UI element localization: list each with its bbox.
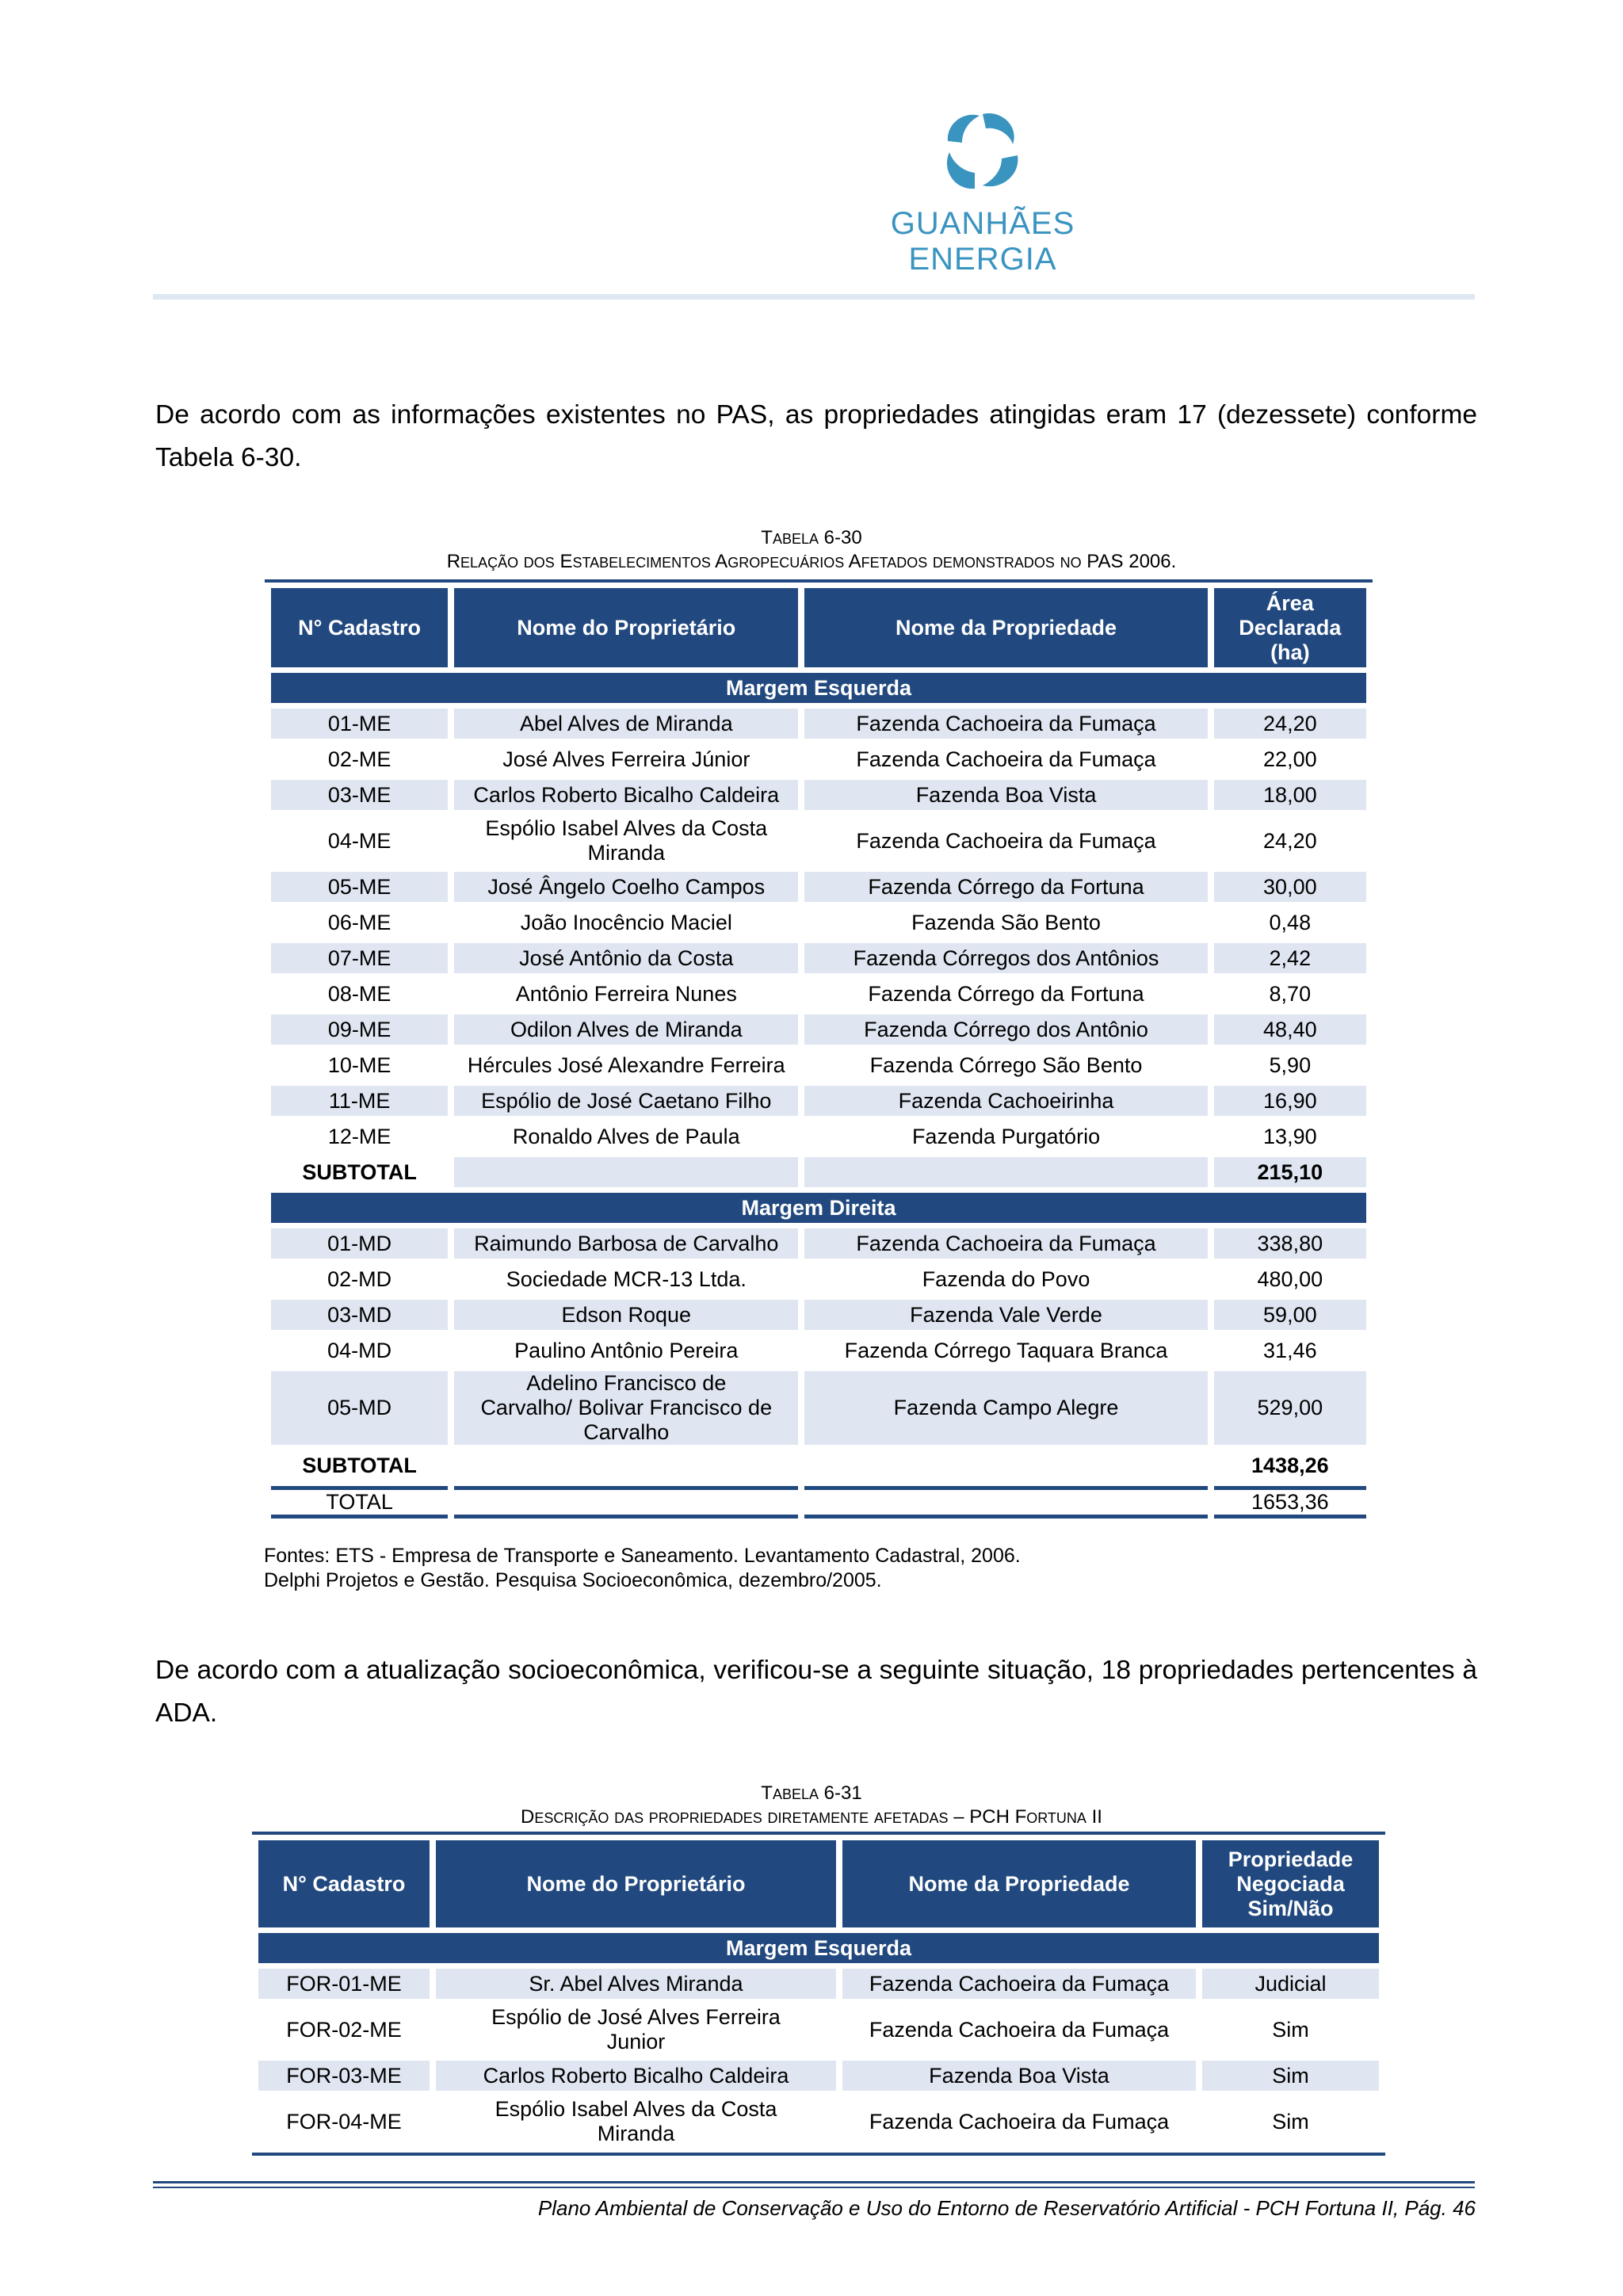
value-cell: 24,20 (1263, 828, 1317, 853)
table1-total-row (271, 1486, 1366, 1519)
table2-header-cadastro: N° Cadastro (258, 1840, 430, 1927)
proprietario-cell: Odilon Alves de Miranda (454, 1014, 798, 1045)
value-cell: 31,46 (1263, 1338, 1317, 1362)
header-divider (153, 294, 1475, 300)
table2-section-left (258, 1933, 1379, 1963)
table1-table-row (271, 1371, 1366, 1445)
cadastro-cell: 03-MD (271, 1300, 448, 1330)
page-footer: Plano Ambiental de Conservação e Uso do Entorno de Reservatório Artificial - PCH Fortuna II, Pág. 46 (537, 2196, 1476, 2220)
table1-subtotal-right (271, 1450, 1366, 1480)
table1-subtotal-left (271, 1157, 1366, 1187)
table2-caption-title (0, 1805, 1623, 1830)
cadastro-cell: 04-ME (327, 828, 391, 853)
table1-caption-title-text: RELAÇÃO DOS ESTABELECIMENTOS AGROPECUÁRIOS AFETADOS DEMONSTRADOS NO PAS 2006. (446, 551, 1177, 572)
empty-cell (454, 1450, 798, 1480)
cadastro-cell: 05-MD (271, 1371, 448, 1445)
proprietario-cell: Paulino Antônio Pereira (514, 1338, 739, 1362)
propriedade-cell: Fazenda São Bento (911, 910, 1101, 934)
proprietario-cell: Sociedade MCR-13 Ltda. (506, 1266, 747, 1291)
table2-header-proprietario: Nome do Proprietário (436, 1840, 836, 1927)
propriedade-cell: Fazenda Cachoeira da Fumaça (856, 828, 1156, 853)
table1-section-left (271, 673, 1366, 703)
table2-header-propriedade: Nome da Propriedade (842, 1840, 1196, 1927)
total-value: 1653,36 (1214, 1486, 1366, 1519)
section-label-margem-esquerda: Margem Esquerda (271, 673, 1366, 703)
empty-cell (804, 1450, 1207, 1480)
table2-caption-title-text: DESCRIÇÃO DAS PROPRIEDADES DIRETAMENTE AFETADAS – PCH FORTUNA II (521, 1806, 1102, 1828)
value-cell: 59,00 (1214, 1300, 1366, 1330)
proprietario-cell: Raimundo Barbosa de Carvalho (454, 1228, 798, 1259)
propriedade-cell: Fazenda Córrego dos Antônio (804, 1014, 1207, 1045)
cadastro-cell: FOR-02-ME (286, 2017, 402, 2042)
proprietario-cell: Edson Roque (454, 1300, 798, 1330)
table2-header-negociada-text: Propriedade Negociada Sim/Não (1228, 1847, 1354, 1920)
table1-table-row (271, 1121, 1366, 1152)
empty-cell (454, 1157, 798, 1187)
table1-table-row (271, 1335, 1366, 1366)
propriedade-cell: Fazenda Cachoeira da Fumaça (856, 747, 1156, 771)
cadastro-cell: 01-ME (271, 709, 448, 739)
propriedade-cell: Fazenda Córrego Taquara Branca (844, 1338, 1168, 1362)
subtotal-value: 215,10 (1214, 1157, 1366, 1187)
value-cell: 338,80 (1214, 1228, 1366, 1259)
cadastro-cell: 11-ME (271, 1086, 448, 1116)
table1-header-propriedade: Nome da Propriedade (804, 588, 1207, 667)
table1-table-row (271, 907, 1366, 938)
cadastro-cell: 07-ME (271, 943, 448, 973)
table1-table-row (271, 816, 1366, 866)
empty-cell (454, 1486, 798, 1519)
table-6-31 (252, 1832, 1385, 2156)
proprietario-cell: Espólio Isabel Alves da Costa Miranda (485, 816, 768, 865)
proprietario-cell: Carlos Roberto Bicalho Caldeira (436, 2061, 836, 2091)
proprietario-cell: Sr. Abel Alves Miranda (436, 1969, 836, 1999)
table1-table-row (271, 1086, 1366, 1116)
cadastro-cell: 08-ME (327, 981, 391, 1006)
propriedade-cell: Fazenda Campo Alegre (804, 1371, 1207, 1445)
value-cell: 480,00 (1257, 1266, 1323, 1291)
table1-header-area (1214, 588, 1366, 667)
proprietario-cell: Espólio de José Caetano Filho (454, 1086, 798, 1116)
table1-table-row (271, 1228, 1366, 1259)
update-paragraph: De acordo com a atualização socioeconômica, verificou-se a seguinte situação, 18 propriedades pertencentes à ADA. (155, 1656, 1477, 1728)
value-cell: Sim (1272, 2017, 1309, 2042)
value-cell: Sim (1202, 2061, 1379, 2091)
value-cell: 5,90 (1269, 1052, 1312, 1077)
proprietario-cell: Carlos Roberto Bicalho Caldeira (454, 780, 798, 810)
value-cell: 8,70 (1269, 981, 1312, 1006)
propriedade-cell: Fazenda Córrego São Bento (869, 1052, 1143, 1077)
table1-header-row (271, 588, 1366, 667)
propriedade-cell: Fazenda Boa Vista (842, 2061, 1196, 2091)
table-6-30 (265, 579, 1373, 1524)
value-cell: 2,42 (1214, 943, 1366, 973)
table1-header-cadastro: N° Cadastro (271, 588, 448, 667)
propriedade-cell: Fazenda do Povo (922, 1266, 1090, 1291)
cadastro-cell: 02-ME (327, 747, 391, 771)
empty-cell (804, 1486, 1207, 1519)
cadastro-cell: FOR-01-ME (258, 1969, 430, 1999)
table1-caption-title (0, 550, 1623, 575)
value-cell: 0,48 (1269, 910, 1312, 934)
value-cell: 48,40 (1214, 1014, 1366, 1045)
table2-table-row (258, 1969, 1379, 1999)
section-label-margem-direita: Margem Direita (271, 1193, 1366, 1223)
table2-header-row (258, 1840, 1379, 1927)
table1-table-row (271, 979, 1366, 1009)
proprietario-cell: Espólio de José Alves Ferreira Junior (491, 2005, 781, 2053)
cadastro-cell: 12-ME (327, 1124, 391, 1148)
cadastro-cell: 10-ME (327, 1052, 391, 1077)
value-cell: 30,00 (1214, 872, 1366, 902)
cadastro-cell: 05-ME (271, 872, 448, 902)
propriedade-cell: Fazenda Cachoeira da Fumaça (804, 709, 1207, 739)
cadastro-cell: 04-MD (327, 1338, 392, 1362)
footer-divider-thin (153, 2187, 1475, 2188)
table1-section-right (271, 1193, 1366, 1223)
propriedade-cell: Fazenda Boa Vista (804, 780, 1207, 810)
value-cell: 18,00 (1214, 780, 1366, 810)
propriedade-cell: Fazenda Cachoeira da Fumaça (842, 1969, 1196, 1999)
proprietario-cell: Adelino Francisco de Carvalho/ Bolivar Francisco de Carvalho (454, 1371, 798, 1445)
propriedade-cell: Fazenda Vale Verde (804, 1300, 1207, 1330)
logo-swirl-icon (935, 103, 1030, 198)
value-cell: 529,00 (1214, 1371, 1366, 1445)
propriedade-cell: Fazenda Cachoeira da Fumaça (869, 2017, 1170, 2042)
cadastro-cell: 06-ME (327, 910, 391, 934)
intro-paragraph: De acordo com as informações existentes no PAS, as propriedades atingidas eram 17 (dezessete) conforme Tabela 6-30. (155, 400, 1477, 472)
subtotal-label: SUBTOTAL (302, 1453, 417, 1477)
logo-wordmark: GUANHÃES ENERGIA (890, 206, 1075, 277)
table2-caption-number (0, 1782, 1623, 1806)
cadastro-cell: 03-ME (271, 780, 448, 810)
cadastro-cell: 09-ME (271, 1014, 448, 1045)
proprietario-cell: João Inocêncio Maciel (520, 910, 732, 934)
propriedade-cell: Fazenda Córregos dos Antônios (804, 943, 1207, 973)
value-cell: 13,90 (1263, 1124, 1317, 1148)
cadastro-cell: 02-MD (327, 1266, 392, 1291)
propriedade-cell: Fazenda Cachoeira da Fumaça (869, 2109, 1170, 2134)
table1-table-row (271, 780, 1366, 810)
proprietario-cell: Ronaldo Alves de Paula (512, 1124, 740, 1148)
table2-caption-number-text: TABELA 6-31 (761, 1782, 862, 1804)
table1-header-proprietario: Nome do Proprietário (454, 588, 798, 667)
table1-table-row (271, 1050, 1366, 1080)
table1-header-area-text: Área Declarada (ha) (1239, 590, 1342, 664)
subtotal-value: 1438,26 (1251, 1453, 1329, 1477)
proprietario-cell: José Alves Ferreira Júnior (502, 747, 750, 771)
section-label-margem-esquerda: Margem Esquerda (258, 1933, 1379, 1963)
cadastro-cell: FOR-03-ME (258, 2061, 430, 2091)
propriedade-cell: Fazenda Córrego da Fortuna (804, 872, 1207, 902)
source-line-1: Fontes: ETS - Empresa de Transporte e Saneamento. Levantamento Cadastral, 2006. (264, 1545, 1021, 1567)
value-cell: 16,90 (1214, 1086, 1366, 1116)
proprietario-cell: José Antônio da Costa (454, 943, 798, 973)
table2-header-negociada (1202, 1840, 1379, 1927)
subtotal-label: SUBTOTAL (302, 1159, 417, 1184)
footer-divider (153, 2181, 1475, 2183)
proprietario-cell: Abel Alves de Miranda (454, 709, 798, 739)
total-label: TOTAL (271, 1486, 448, 1519)
value-cell: 22,00 (1263, 747, 1317, 771)
table1-table-row (271, 709, 1366, 739)
proprietario-cell: Antônio Ferreira Nunes (515, 981, 737, 1006)
table2-table-row (258, 2061, 1379, 2091)
propriedade-cell: Fazenda Córrego da Fortuna (868, 981, 1144, 1006)
table1-caption-number-text: TABELA 6-30 (761, 527, 862, 548)
value-cell: Judicial (1202, 1969, 1379, 1999)
company-logo (816, 103, 1149, 277)
table1-table-row (271, 872, 1366, 902)
proprietario-cell: Hércules José Alexandre Ferreira (467, 1052, 785, 1077)
value-cell: Sim (1272, 2109, 1309, 2134)
propriedade-cell: Fazenda Purgatório (911, 1124, 1101, 1148)
proprietario-cell: Espólio Isabel Alves da Costa Miranda (495, 2097, 777, 2145)
table2-table-row (258, 2096, 1379, 2147)
cadastro-cell: 01-MD (271, 1228, 448, 1259)
table1-table-row (271, 943, 1366, 973)
table1-table-row (271, 1014, 1366, 1045)
table2-table-row (258, 2004, 1379, 2055)
table1-table-row (271, 744, 1366, 774)
empty-cell (804, 1157, 1207, 1187)
table1-sources (264, 1544, 1021, 1593)
propriedade-cell: Fazenda Cachoeira da Fumaça (804, 1228, 1207, 1259)
proprietario-cell: José Ângelo Coelho Campos (454, 872, 798, 902)
propriedade-cell: Fazenda Cachoeirinha (804, 1086, 1207, 1116)
table1-table-row (271, 1300, 1366, 1330)
source-line-2: Delphi Projetos e Gestão. Pesquisa Socioeconômica, dezembro/2005. (264, 1569, 882, 1591)
table1-table-row (271, 1264, 1366, 1294)
cadastro-cell: FOR-04-ME (286, 2109, 402, 2134)
value-cell: 24,20 (1214, 709, 1366, 739)
table1-caption-number (0, 526, 1623, 551)
